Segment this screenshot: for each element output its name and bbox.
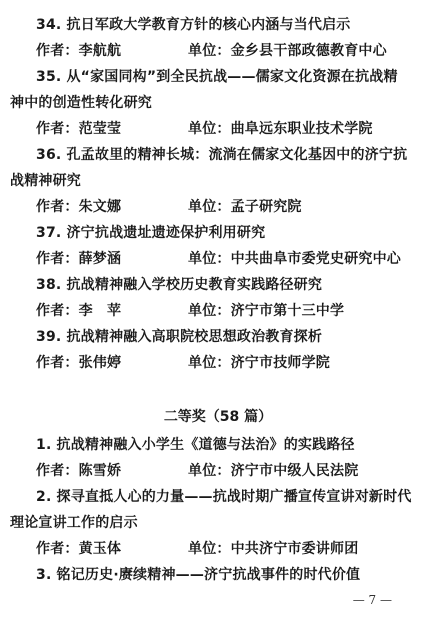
entry-35-unit: 单位：曲阜远东职业技术学院	[188, 121, 373, 137]
entry-36-title-line-2: 战精神研究	[10, 173, 81, 189]
entry-34-byline	[36, 42, 387, 60]
entry-35-title-line-2: 神中的创造性转化研究	[10, 95, 152, 111]
entry-36-author: 作者：朱文娜	[36, 199, 122, 215]
entry-36-byline	[36, 198, 302, 216]
entry-39-byline	[36, 354, 330, 372]
entry-2-2-author: 作者：黄玉体	[36, 541, 122, 557]
entry-38-author: 作者：李 苹	[36, 303, 122, 319]
entry-39-title: 39. 抗战精神融入高职院校思想政治教育探析	[36, 329, 323, 345]
entry-38-byline	[36, 302, 344, 320]
entry-38-unit: 单位：济宁市第十三中学	[188, 303, 345, 319]
entry-36-title-line-1: 36. 孔孟故里的精神长城：流淌在儒家文化基因中的济宁抗	[36, 147, 408, 163]
entry-34-title: 34. 抗日军政大学教育方针的核心内涵与当代启示	[36, 17, 351, 33]
entry-39-unit: 单位：济宁市技师学院	[188, 355, 330, 371]
entry-34-author: 作者：李航航	[36, 43, 122, 59]
entry-35-title-line-1: 35. 从“家国同构”到全民抗战——儒家文化资源在抗战精	[36, 69, 398, 85]
entry-2-3-title: 3. 铭记历史·赓续精神——济宁抗战事件的时代价值	[36, 567, 361, 583]
entry-2-2-unit: 单位：中共济宁市委讲师团	[188, 541, 359, 557]
entry-2-1-unit: 单位：济宁市中级人民法院	[188, 463, 359, 479]
entry-2-2-byline	[36, 540, 358, 558]
entry-37-author: 作者：薛梦涵	[36, 251, 122, 267]
entry-2-1-byline	[36, 462, 358, 480]
entry-34-unit: 单位：金乡县干部政德教育中心	[188, 43, 387, 59]
entry-2-2-title-line-1: 2. 探寻直抵人心的力量——抗战时期广播宣传宣讲对新时代	[36, 489, 412, 505]
entry-37-title: 37. 济宁抗战遗址遗迹保护利用研究	[36, 225, 266, 241]
entry-36-unit: 单位：孟子研究院	[188, 199, 302, 215]
entry-38-title: 38. 抗战精神融入学校历史教育实践路径研究	[36, 277, 323, 293]
entry-35-byline	[36, 120, 373, 138]
entry-2-1-title: 1. 抗战精神融入小学生《道德与法治》的实践路径	[36, 437, 355, 453]
entry-39-author: 作者：张伟婷	[36, 355, 122, 371]
section-heading-second-prize: 二等奖（58 篇）	[163, 409, 273, 425]
entry-37-unit: 单位：中共曲阜市委党史研究中心	[188, 251, 401, 267]
entry-2-2-title-line-2: 理论宣讲工作的启示	[10, 515, 138, 531]
entry-2-1-author: 作者：陈雪娇	[36, 463, 122, 479]
page-number: — 7 —	[352, 593, 392, 607]
entry-37-byline	[36, 250, 401, 268]
entry-35-author: 作者：范莹莹	[36, 121, 122, 137]
